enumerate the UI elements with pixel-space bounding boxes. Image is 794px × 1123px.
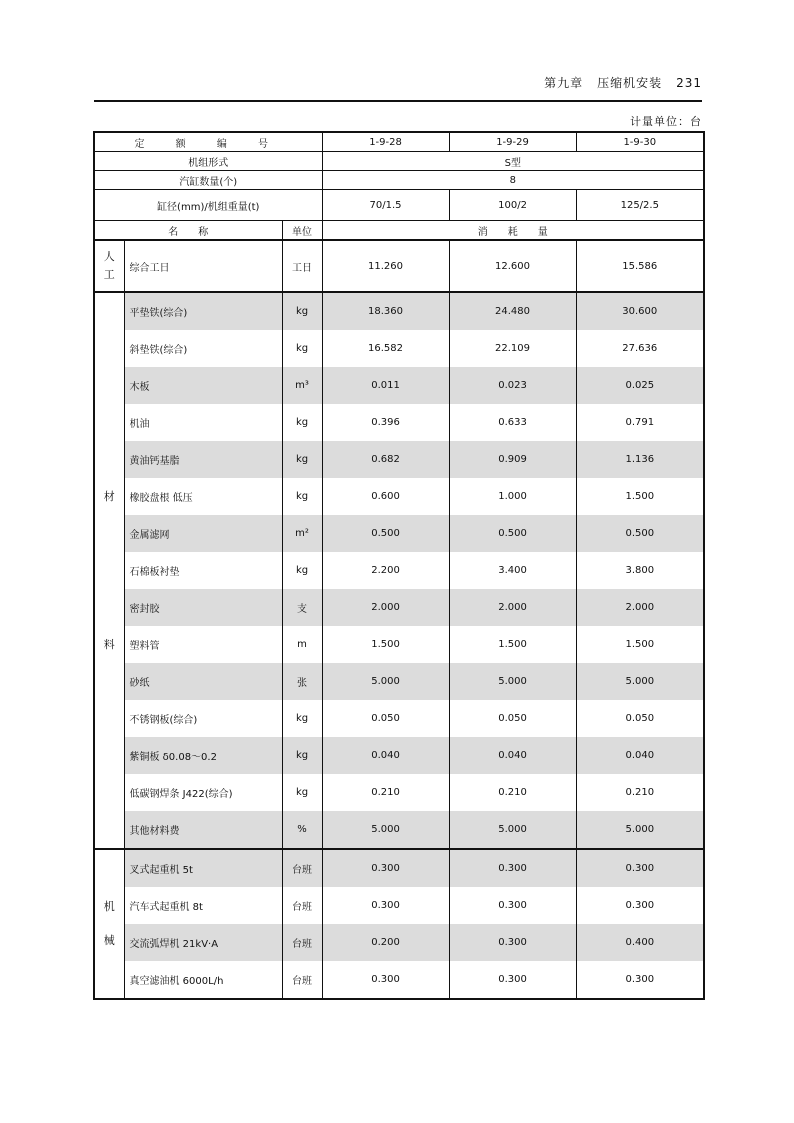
item-name: 黄油钙基脂 [124,441,282,478]
item-value: 0.210 [576,774,704,811]
item-name: 塑料管 [124,626,282,663]
table-row [94,292,704,330]
item-value: 0.050 [449,700,576,737]
item-value: 0.300 [322,849,449,887]
chapter-title: 第九章 [544,76,584,90]
bore-value-1: 70/1.5 [322,190,449,221]
bore-label: 缸径(mm)/机组重量(t) [94,190,322,221]
item-value: 1.500 [322,626,449,663]
category-labor: 人 工 [94,240,124,292]
item-value: 0.500 [322,515,449,552]
item-unit: kg [282,700,322,737]
item-unit: kg [282,552,322,589]
quota-table [93,131,705,1000]
table-row [94,924,704,961]
item-value: 0.210 [449,774,576,811]
item-unit: m [282,626,322,663]
code-3: 1-9-30 [576,132,704,152]
item-value: 1.500 [449,626,576,663]
item-unit: 工日 [282,240,322,292]
item-value: 1.000 [449,478,576,515]
item-value: 1.136 [576,441,704,478]
item-name: 综合工日 [124,240,282,292]
item-name: 木板 [124,367,282,404]
code-label: 定 额 编 号 [94,132,322,152]
row-column-headers [94,221,704,241]
item-unit: kg [282,330,322,367]
item-value: 0.210 [322,774,449,811]
item-value: 0.011 [322,367,449,404]
item-unit: 支 [282,589,322,626]
table-row [94,330,704,367]
item-value: 0.396 [322,404,449,441]
table-row [94,887,704,924]
machinery-group [94,849,704,999]
item-value: 0.300 [449,887,576,924]
item-value: 0.500 [576,515,704,552]
unit-form-value: S型 [322,152,704,171]
materials-group [94,292,704,849]
item-unit: kg [282,774,322,811]
item-name: 汽车式起重机 8t [124,887,282,924]
item-value: 0.300 [322,961,449,999]
item-value: 0.050 [576,700,704,737]
item-value: 0.040 [576,737,704,774]
item-name: 不锈钢板(综合) [124,700,282,737]
row-bore [94,190,704,221]
item-name: 橡胶盘根 低压 [124,478,282,515]
item-value: 0.040 [322,737,449,774]
consumption-header: 消 耗 量 [322,221,704,241]
table-row [94,700,704,737]
item-value: 18.360 [322,292,449,330]
item-value: 5.000 [576,811,704,849]
item-unit: 台班 [282,887,322,924]
table-row [94,663,704,700]
item-value: 0.200 [322,924,449,961]
row-codes [94,132,704,152]
item-name: 叉式起重机 5t [124,849,282,887]
item-unit: m³ [282,367,322,404]
item-value: 0.300 [449,849,576,887]
item-value: 0.300 [576,961,704,999]
unit-form-label: 机组形式 [94,152,322,171]
item-name: 紫铜板 δ0.08～0.2 [124,737,282,774]
item-value: 0.300 [449,961,576,999]
item-name: 其他材料费 [124,811,282,849]
item-value: 0.040 [449,737,576,774]
item-unit: m² [282,515,322,552]
item-value: 11.260 [322,240,449,292]
name-header: 名 称 [94,221,282,241]
item-value: 0.600 [322,478,449,515]
item-unit: 台班 [282,849,322,887]
item-unit: 台班 [282,961,322,999]
item-value: 0.300 [449,924,576,961]
item-value: 0.682 [322,441,449,478]
item-value: 0.633 [449,404,576,441]
item-name: 真空滤油机 6000L/h [124,961,282,999]
item-value: 1.500 [576,478,704,515]
row-unit-form [94,152,704,171]
cylinders-value: 8 [322,171,704,190]
item-value: 3.800 [576,552,704,589]
item-value: 30.600 [576,292,704,330]
table-row [94,552,704,589]
item-value: 0.500 [449,515,576,552]
item-value: 12.600 [449,240,576,292]
table-row [94,240,704,292]
item-value: 5.000 [322,811,449,849]
item-value: 16.582 [322,330,449,367]
item-value: 1.500 [576,626,704,663]
item-value: 5.000 [449,663,576,700]
item-name: 斜垫铁(综合) [124,330,282,367]
table-row [94,589,704,626]
bore-value-2: 100/2 [449,190,576,221]
table-row [94,811,704,849]
item-name: 金属滤网 [124,515,282,552]
item-name: 砂纸 [124,663,282,700]
page-header [94,74,702,92]
cylinders-label: 汽缸数量(个) [94,171,322,190]
item-unit: kg [282,441,322,478]
item-unit: 张 [282,663,322,700]
item-unit: % [282,811,322,849]
item-name: 交流弧焊机 21kV·A [124,924,282,961]
item-value: 2.000 [576,589,704,626]
item-value: 0.791 [576,404,704,441]
section-title: 压缩机安装 [597,76,663,90]
item-name: 低碳钢焊条 J422(综合) [124,774,282,811]
item-name: 机油 [124,404,282,441]
code-2: 1-9-29 [449,132,576,152]
table-row [94,737,704,774]
item-value: 5.000 [449,811,576,849]
item-unit: kg [282,292,322,330]
item-name: 石棉板衬垫 [124,552,282,589]
table-row [94,441,704,478]
item-value: 27.636 [576,330,704,367]
code-1: 1-9-28 [322,132,449,152]
table-row [94,367,704,404]
table-row [94,626,704,663]
item-value: 0.023 [449,367,576,404]
item-value: 15.586 [576,240,704,292]
page-number: 231 [676,76,702,90]
item-unit: kg [282,478,322,515]
item-value: 0.300 [576,849,704,887]
item-value: 0.300 [576,887,704,924]
category-materials: 材 料 [94,292,124,849]
item-value: 0.025 [576,367,704,404]
item-name: 平垫铁(综合) [124,292,282,330]
item-value: 3.400 [449,552,576,589]
category-machinery: 机 械 [94,849,124,999]
table-row [94,478,704,515]
item-unit: kg [282,737,322,774]
item-value: 0.909 [449,441,576,478]
table-row [94,849,704,887]
table-row [94,774,704,811]
item-value: 0.300 [322,887,449,924]
item-value: 5.000 [576,663,704,700]
header-rule [94,100,702,102]
item-name: 密封胶 [124,589,282,626]
item-value: 24.480 [449,292,576,330]
unit-note: 计量单位：台 [630,115,702,128]
bore-value-3: 125/2.5 [576,190,704,221]
table-row [94,961,704,999]
table-row [94,404,704,441]
item-value: 2.000 [449,589,576,626]
item-unit: kg [282,404,322,441]
item-value: 0.400 [576,924,704,961]
table-row [94,515,704,552]
item-value: 0.050 [322,700,449,737]
item-unit: 台班 [282,924,322,961]
row-cylinders [94,171,704,190]
item-value: 5.000 [322,663,449,700]
item-value: 22.109 [449,330,576,367]
item-value: 2.000 [322,589,449,626]
unit-header: 单位 [282,221,322,241]
item-value: 2.200 [322,552,449,589]
